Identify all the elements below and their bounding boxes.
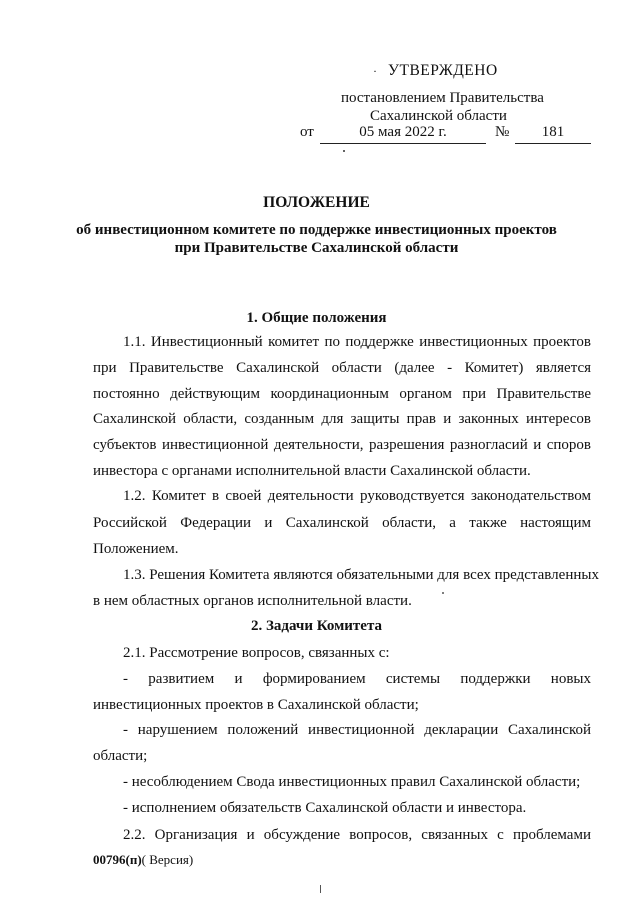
scan-mark [320,885,321,893]
paragraph-line: Российской Федерации и Сахалинской области, а также настоящим [93,515,591,531]
decree-number: 181 [515,124,591,144]
document-footer [93,852,193,868]
list-item-line: - развитием и формированием системы поддержки новых [123,671,591,687]
paragraph-line: Сахалинской области, созданным для защиты прав и законных интересов [93,411,591,427]
paragraph-line: 1.2. Комитет в своей деятельности руководствуется законодательством [123,488,591,504]
document-code: 00796(п) [93,852,142,867]
paragraph-line: в нем областных органов исполнительной власти. [93,593,412,609]
paragraph-line: постоянно действующим координационным органом при Правительстве [93,386,591,402]
paragraph-line: 1.3. Решения Комитета являются обязательными для всех представленных [123,567,599,583]
decree-date-row [300,124,595,146]
approved-stamp: УТВЕРЖДЕНО [388,62,498,79]
paragraph-line: субъектов инвестиционной деятельности, разрешения разногласий и споров [93,437,591,453]
approved-by-decree: постановлением Правительства [341,90,544,106]
scan-mark [442,592,444,594]
paragraph-line: 1.1. Инвестиционный комитет по поддержке инвестиционных проектов [123,334,591,350]
scan-dot: · [373,64,377,78]
list-item-line: области; [93,748,148,764]
document-subtitle-line-1: об инвестиционном комитете по поддержке инвестиционных проектов [76,222,557,238]
section-2-heading: 2. Задачи Комитета [250,618,383,634]
document-version: ( Версия) [141,852,194,867]
document-subtitle-line-2: при Правительстве Сахалинской области [174,240,459,256]
paragraph-line: 2.2. Организация и обсуждение вопросов, связанных с проблемами [123,827,591,843]
paragraph-line: при Правительстве Сахалинской области (далее - Комитет) является [93,360,591,376]
section-1-heading: 1. Общие положения [246,310,387,326]
paragraph-line: Положением. [93,541,179,557]
approved-organization: Сахалинской области [370,108,507,124]
number-label: № [495,124,510,140]
list-item-line: - исполнением обязательств Сахалинской области и инвестора. [123,800,527,816]
paragraph-line: инвестора с органами исполнительной власти Сахалинской области. [93,463,531,479]
list-item-line: инвестиционных проектов в Сахалинской области; [93,697,419,713]
list-item-line: - нарушением положений инвестиционной декларации Сахалинской [123,722,591,738]
list-item-line: - несоблюдением Свода инвестиционных правил Сахалинской области; [123,774,581,790]
document-title: ПОЛОЖЕНИЕ [263,194,370,211]
from-label: от [300,124,314,140]
decree-date: 05 мая 2022 г. [320,124,486,144]
scan-dot [343,150,345,152]
paragraph-line: 2.1. Рассмотрение вопросов, связанных с: [123,645,390,661]
